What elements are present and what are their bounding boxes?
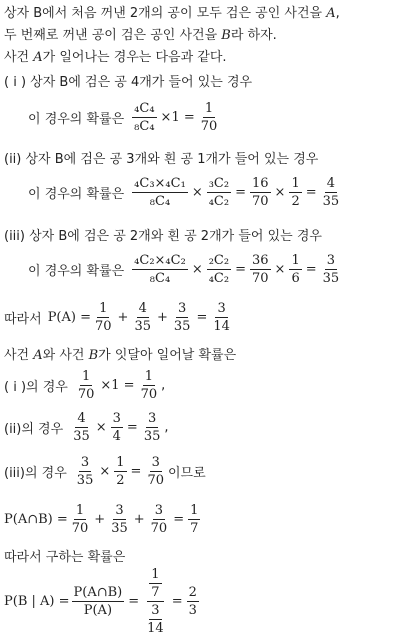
fraction: $\frac{P(A\cap B)}{P(A)}$ [73, 585, 123, 618]
intro-text: 라 하자. [230, 28, 277, 43]
fraction: $\frac{3}{35}$ [143, 411, 161, 444]
event-b: B [221, 28, 231, 43]
compound-fraction: $\frac{\frac{1}{7}}{\frac{3}{14}}$ [147, 567, 164, 636]
fraction: $\frac{3}{35}$ [111, 503, 128, 536]
conditional-probability-equation: P(B | A) = $\frac{P(A\cap B)}{P(A)}$ = $\frac{\frac{1}{7}}{\frac{3}{14}}$ = $\frac{2}{3}$ [4, 567, 197, 636]
fraction: $\frac{\text{₄C₃×₄C₁}}{\text{₈C₄}}$ [134, 176, 186, 209]
intro-text: 가 일어나는 경우는 다음과 같다. [42, 50, 227, 65]
case-1-probability [28, 100, 221, 135]
case-3-probability: 이 경우의 확률은 $\frac{\text{₄C₂×₄C₂}}{\text{₈C₄}}$ × $\frac{\text{₂C₂}}{\text{₄C₂}}$ = $\frac{36}{70}$ × $\frac{1}{6}$ = $\frac{3}{35}$ [28, 253, 340, 286]
fraction: $\frac{1}{2}$ [116, 455, 125, 488]
p-a-equation: 따라서 P(A) = $\frac{1}{70}$ + $\frac{4}{35}$ + $\frac{3}{35}$ = $\frac{3}{14}$ [4, 301, 230, 334]
fraction: $\frac{4}{35}$ [134, 301, 151, 334]
fraction: $\frac{1}{70}$ [200, 101, 218, 134]
event-a: A [326, 6, 336, 21]
conclusion-line: 따라서 구하는 확률은 [4, 550, 126, 565]
intro-line-1 [4, 2, 340, 21]
fraction: $\frac{1}{70}$ [71, 503, 89, 536]
fraction: $\frac{3}{4}$ [112, 411, 121, 444]
fraction: $\frac{2}{3}$ [188, 585, 197, 618]
fraction: $\frac{4}{35}$ [73, 411, 90, 444]
fraction: $\frac{1}{70}$ [140, 369, 158, 402]
fraction: $\frac{3}{14}$ [213, 301, 230, 334]
case-3-product: (iii)의 경우 $\frac{3}{35}$ × $\frac{1}{2}$ = $\frac{3}{70}$ 이므로 [4, 455, 206, 488]
case-1-product: ( i )의 경우 $\frac{1}{70}$ ×1 = $\frac{1}{70}$ , [4, 369, 166, 402]
fraction: $\frac{1}{2}$ [291, 176, 300, 209]
consecutive-line: 사건 A와 사건 B가 잇달아 일어날 확률은 [4, 348, 237, 363]
fraction: $\frac{36}{70}$ [252, 253, 269, 286]
p-ab-lhs: P(A∩B) = [4, 512, 68, 527]
p-a-lhs: P(A) = [47, 310, 91, 325]
intro-text: 상자 B에서 처음 꺼낸 2개의 공이 모두 검은 공인 사건을 [4, 6, 327, 21]
fraction: $\frac{\text{₂C₂}}{\text{₄C₂}}$ [208, 253, 230, 286]
fraction: $\frac{3}{35}$ [76, 455, 94, 488]
intro-text: 사건 [4, 50, 34, 65]
fraction: $\frac{\text{₄C₄}}{\text{₈C₄}}$ [134, 101, 155, 134]
intro-text: 두 번째로 꺼낸 공이 검은 공인 사건을 [4, 28, 222, 43]
case-label: (iii)의 경우 [4, 466, 67, 481]
prob-label: 이 경우의 확률은 [28, 112, 125, 127]
fraction: $\frac{3}{70}$ [150, 503, 168, 536]
case-label: ( i )의 경우 [4, 380, 68, 395]
prob-label: 이 경우의 확률은 [28, 264, 125, 279]
fraction: $\frac{3}{35}$ [173, 301, 191, 334]
fraction: $\frac{16}{70}$ [252, 176, 269, 209]
fraction: $\frac{1}{7}$ [190, 503, 199, 536]
fraction: $\frac{\text{₄C₂×₄C₂}}{\text{₈C₄}}$ [134, 253, 186, 286]
case-label: (ii)의 경우 [4, 422, 64, 437]
fraction: $\frac{1}{70}$ [95, 301, 112, 334]
intro-comma: , [335, 6, 340, 21]
fraction: $\frac{4}{35}$ [322, 176, 340, 209]
p-a-and-b-equation: P(A∩B) = $\frac{1}{70}$ + $\frac{3}{35}$ + $\frac{3}{70}$ = $\frac{1}{7}$ [4, 503, 199, 536]
fraction: $\frac{3}{35}$ [322, 253, 340, 286]
case-1-title: ( i ) 상자 B에 검은 공 4개가 들어 있는 경우 [4, 75, 253, 90]
case-2-product: (ii)의 경우 $\frac{4}{35}$ × $\frac{3}{4}$ = $\frac{3}{35}$ , [4, 411, 169, 444]
case-2-title: (ii) 상자 B에 검은 공 3개와 흰 공 1개가 들어 있는 경우 [4, 152, 319, 167]
case-3-title: (iii) 상자 B에 검은 공 2개와 흰 공 2개가 들어 있는 경우 [4, 229, 322, 244]
p-b-given-a-lhs: P(B | A) = [4, 594, 70, 609]
conclusion-word: 따라서 [4, 312, 42, 327]
fraction: $\frac{1}{70}$ [77, 369, 95, 402]
case-2-probability: 이 경우의 확률은 $\frac{\text{₄C₃×₄C₁}}{\text{₈C₄}}$ × $\frac{\text{₃C₂}}{\text{₄C₂}}$ = $\frac{16}{70}$ × $\frac{1}{2}$ = $\frac{4}{35}$ [28, 176, 340, 209]
fraction: $\frac{\text{₃C₂}}{\text{₄C₂}}$ [208, 176, 230, 209]
event-a: A [33, 50, 43, 65]
operator: ×1 = [160, 110, 195, 125]
intro-line-3 [4, 46, 227, 65]
prob-label: 이 경우의 확률은 [28, 187, 125, 202]
fraction: $\frac{1}{6}$ [291, 253, 300, 286]
intro-line-2 [4, 24, 277, 43]
fraction: $\frac{3}{70}$ [147, 455, 164, 488]
